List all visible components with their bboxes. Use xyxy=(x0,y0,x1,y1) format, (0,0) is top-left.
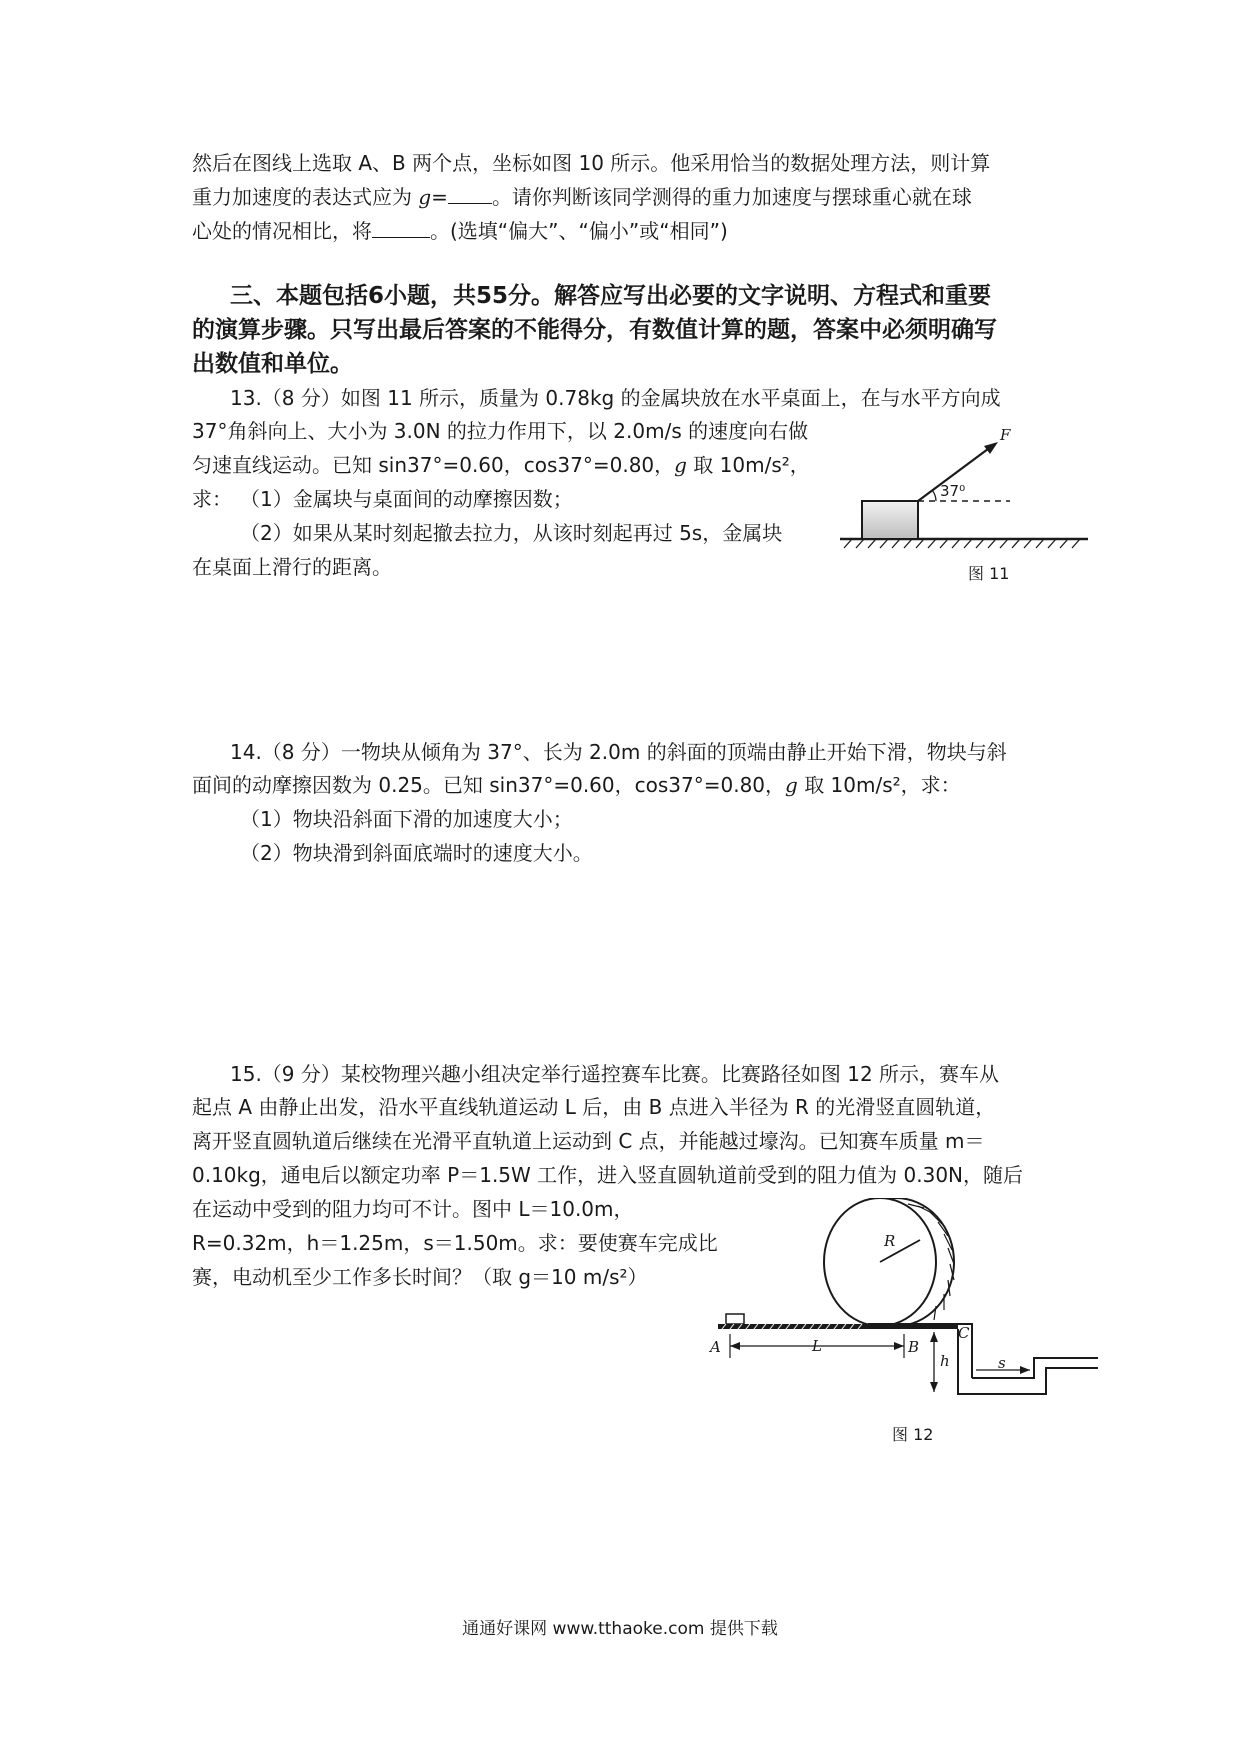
q14-line-2 xyxy=(192,768,1048,802)
answer-blank-compare[interactable] xyxy=(372,217,430,238)
platform-edge xyxy=(868,1324,972,1378)
q14-line-1: 14.（8 分）一物块从倾角为 37°、长为 2.0m 的斜面的顶端由静止开始下滑，物块与斜 xyxy=(230,740,1007,764)
race-car xyxy=(726,1314,744,1324)
label-h: h xyxy=(940,1352,950,1370)
q15-line-4: 0.10kg，通电后以额定功率 P＝1.5W 工作，进入竖直圆轨道前受到的阻力值为 0.30N，随后 xyxy=(192,1163,1024,1187)
h-arrow-bottom xyxy=(930,1382,938,1392)
angle-arc xyxy=(932,490,936,501)
q13-part-2b: 在桌面上滑行的距离。 xyxy=(192,555,392,579)
force-label: F xyxy=(1000,426,1011,444)
q13-line-1: 13.（8 分）如图 11 所示，质量为 0.78kg 的金属块放在水平桌面上，在与水平方向成 xyxy=(230,386,1001,410)
L-arrow-right xyxy=(894,1342,904,1350)
intro-line-2: 重力加速度的表达式应为 g= 。请你判断该同学测得的重力加速度与摆球重心就在球 xyxy=(192,185,972,209)
figure-11-caption: 图 11 xyxy=(968,564,1010,583)
intro-line-3 xyxy=(192,214,1048,248)
trench xyxy=(958,1329,1098,1394)
section3-line-1: 三、本题包括6小题，共55分。解答应写出必要的文字说明、方程式和重要 xyxy=(230,283,992,309)
figure-12 xyxy=(708,1198,1098,1428)
h-arrow-top xyxy=(930,1332,938,1342)
q14-part-2: （2）物块滑到斜面底端时的速度大小。 xyxy=(240,841,593,865)
q15-line-5: 在运动中受到的阻力均可不计。图中 L＝10.0m， xyxy=(192,1197,634,1221)
q15-line-2: 起点 A 由静止出发，沿水平直线轨道运动 L 后，由 B 点进入半径为 R 的光滑竖直圆轨道， xyxy=(192,1095,996,1119)
symbol-g: g xyxy=(674,453,687,477)
label-A: A xyxy=(710,1338,721,1356)
force-arrowhead xyxy=(984,442,998,454)
section3-line-2: 的演算步骤。只写出最后答案的不能得分，有数值计算的题，答案中必须明确写 xyxy=(192,317,997,343)
radius-label: R xyxy=(884,1232,896,1250)
intro-line-3b: 。(选填“偏大”、“偏小”或“相同”) xyxy=(430,219,728,243)
q13-line-2: 37°角斜向上、大小为 3.0N 的拉力作用下，以 2.0m/s 的速度向右做 xyxy=(192,419,809,443)
intro-line-2b: 。请你判断该同学测得的重力加速度与摆球重心就在球 xyxy=(491,185,972,209)
symbol-g: g xyxy=(418,185,432,209)
q15-line-7: 赛，电动机至少工作多长时间？（取 g＝10 m/s²） xyxy=(192,1265,648,1289)
q13-part-1: （1）金属块与桌面间的动摩擦因数； xyxy=(240,487,573,511)
figure-12-caption: 图 12 xyxy=(892,1425,934,1444)
label-L: L xyxy=(812,1337,822,1355)
symbol-g: g xyxy=(785,773,798,797)
metal-block xyxy=(862,501,918,539)
figure-11 xyxy=(840,420,1100,550)
angle-label: 37⁰ xyxy=(940,482,966,500)
q15-line-3: 离开竖直圆轨道后继续在光滑平直轨道上运动到 C 点，并能越过壕沟。已知赛车质量 m＝ xyxy=(192,1129,985,1153)
q15-line-6: R=0.32m，h＝1.25m，s＝1.50m。求：要使赛车完成比 xyxy=(192,1231,718,1255)
section3-line-3: 出数值和单位。 xyxy=(192,351,353,377)
answer-blank-g[interactable] xyxy=(448,183,492,204)
label-s: s xyxy=(998,1354,1006,1372)
q15-line-1: 15.（9 分）某校物理兴趣小组决定举行遥控赛车比赛。比赛路径如图 12 所示，赛车从 xyxy=(230,1062,1000,1086)
q14-line-2a: 面间的动摩擦因数为 0.25。已知 sin37°=0.60，cos37°=0.80， xyxy=(192,773,786,797)
q14-line-2c: 取 10m/s²，求： xyxy=(797,773,961,797)
q13-line-3a: 匀速直线运动。已知 sin37°=0.60，cos37°=0.80， xyxy=(192,453,675,477)
L-arrow-left xyxy=(730,1342,740,1350)
q13-part-2: （2）如果从某时刻起撤去拉力，从该时刻起再过 5s，金属块 xyxy=(240,521,783,545)
s-arrow xyxy=(1020,1366,1030,1374)
label-B: B xyxy=(908,1338,920,1356)
label-C: C xyxy=(958,1324,970,1342)
intro-line-2a: 重力加速度的表达式应为 xyxy=(192,185,419,209)
q14-part-1: （1）物块沿斜面下滑的加速度大小； xyxy=(240,807,573,831)
page-footer: 通通好课网 www.tthaoke.com 提供下载 xyxy=(462,1619,778,1639)
intro-line-1: 然后在图线上选取 A、B 两个点，坐标如图 10 所示。他采用恰当的数据处理方法，则计算 xyxy=(192,151,991,175)
intro-line-3a: 心处的情况相比，将 xyxy=(192,219,372,243)
ground-hatching xyxy=(844,539,1080,548)
q13-line-3c: 取 10m/s²，求： xyxy=(192,453,810,511)
